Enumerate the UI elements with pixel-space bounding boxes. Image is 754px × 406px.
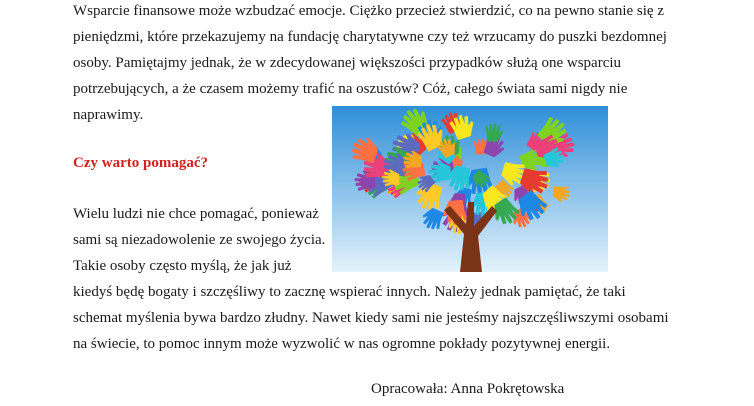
section-heading: Czy warto pomagać? [73,155,208,171]
intro-line-2: pieniędzmi, które przekazujemy na fundację charytatywne czy też wrzucamy do puszki bezdomnej [73,29,667,45]
body-line-4: kiedyś będę bogaty i szczęśliwy to zacznę wspierać innych. Należy jednak pamiętać, że taki [73,284,626,300]
hands-tree-svg [332,106,608,272]
body-line-3: Takie osoby często myślą, że jak już [73,258,292,274]
body-line-1: Wielu ludzi nie chce pomagać, ponieważ [73,206,319,222]
author-signature: Opracowała: Anna Pokrętowska [371,381,565,397]
hands-tree-illustration [332,106,608,272]
intro-line-5: naprawimy. [73,107,144,123]
body-line-6: na świecie, to pomoc innym może wyzwolić w nas ogromne pokłady pozytywnej energii. [73,336,611,352]
intro-line-1: Wsparcie finansowe może wzbudzać emocje. Ciężko przecież stwierdzić, co na pewno stanie się z [73,3,664,19]
intro-line-3: osoby. Pamiętajmy jednak, że w zdecydowanej większości przypadków służą one wsparciu [73,55,622,71]
body-line-2: sami są niezadowolenie ze swojego życia. [73,232,326,248]
body-line-5: schemat myślenia bywa bardzo złudny. Nawet kiedy sami nie jesteśmy najszczęśliwszymi osobami [73,310,669,326]
intro-line-4: potrzebujących, a że czasem możemy trafić na oszustów? Cóż, całego świata sami nigdy nie [73,81,628,97]
